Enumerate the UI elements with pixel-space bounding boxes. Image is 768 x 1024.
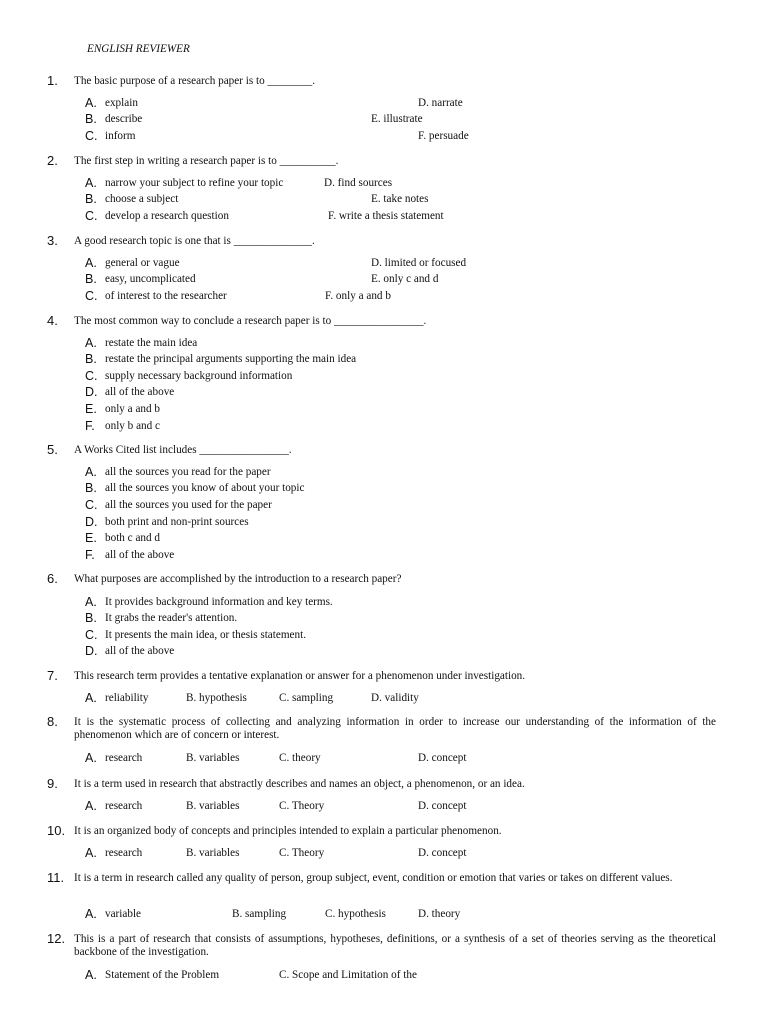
choice-text: explain xyxy=(105,97,138,109)
choice-letter: F. xyxy=(85,419,95,433)
question-stem: A good research topic is one that is ______________. xyxy=(74,235,315,247)
choice-text: both print and non-print sources xyxy=(105,516,249,528)
choice-text: D. concept xyxy=(418,800,467,812)
choice-text: develop a research question xyxy=(105,210,229,222)
choice-text: all the sources you used for the paper xyxy=(105,499,272,511)
choice-letter: C. xyxy=(85,129,98,143)
question-stem: This research term provides a tentative explanation or answer for a phenomenon under investigation. xyxy=(74,670,526,682)
choice-letter: B. xyxy=(85,272,97,286)
choice-letter: A. xyxy=(85,96,97,110)
choice-text: only b and c xyxy=(105,420,160,432)
choice-letter: A. xyxy=(85,968,97,982)
question-stem: The basic purpose of a research paper is to ________. xyxy=(74,75,316,87)
choice-letter: B. xyxy=(85,112,97,126)
choice-letter: C. xyxy=(85,289,98,303)
choice-text: supply necessary background information xyxy=(105,370,293,382)
choice-text: It grabs the reader's attention. xyxy=(105,612,238,624)
choice-text: narrow your subject to refine your topic xyxy=(105,177,284,189)
choice-text: D. narrate xyxy=(418,97,463,109)
choice-text: F. only a and b xyxy=(325,290,391,302)
choice-letter: C. xyxy=(85,498,98,512)
choice-text: B. sampling xyxy=(232,908,287,920)
choice-text: B. variables xyxy=(186,847,240,859)
choice-text: D. limited or focused xyxy=(371,257,467,269)
choice-text: restate the principal arguments supporting the main idea xyxy=(105,353,357,365)
question-number: 12. xyxy=(47,931,66,946)
question-number: 8. xyxy=(47,714,58,729)
choice-letter: C. xyxy=(85,628,98,642)
choice-text: all of the above xyxy=(105,645,175,657)
choice-text: of interest to the researcher xyxy=(105,290,227,302)
choice-text: B. variables xyxy=(186,800,240,812)
choice-text: C. Scope and Limitation of the xyxy=(279,969,417,981)
choice-letter: E. xyxy=(85,531,97,545)
choice-text: B. hypothesis xyxy=(186,692,247,704)
question-number: 1. xyxy=(47,73,58,88)
choice-letter: C. xyxy=(85,369,98,383)
choice-text: research xyxy=(105,847,143,859)
choice-text: general or vague xyxy=(105,257,180,269)
choice-text: describe xyxy=(105,113,143,125)
question-stem: It is an organized body of concepts and principles intended to explain a particular phenomenon. xyxy=(74,825,502,837)
choice-letter: E. xyxy=(85,402,97,416)
choice-letter: D. xyxy=(85,385,98,399)
question-stem: It is a term used in research that abstractly describes and names an object, a phenomenon, or an idea. xyxy=(74,778,525,790)
choice-text: inform xyxy=(105,130,136,142)
question-number: 7. xyxy=(47,668,58,683)
choice-text: It provides background information and key terms. xyxy=(105,596,333,608)
choice-text: E. take notes xyxy=(371,193,429,205)
question-number: 3. xyxy=(47,233,58,248)
choice-text: C. theory xyxy=(279,752,321,764)
choice-letter: A. xyxy=(85,256,97,270)
question-stem: This is a part of research that consists of assumptions, hypotheses, definitions, or a synthesis of a set of theories serving as the theoretical backbone of the investigation. xyxy=(74,933,716,958)
choice-letter: A. xyxy=(85,799,97,813)
choice-letter: F. xyxy=(85,548,95,562)
choice-letter: A. xyxy=(85,465,97,479)
choice-text: C. sampling xyxy=(279,692,334,704)
choice-letter: A. xyxy=(85,846,97,860)
choice-text: D. find sources xyxy=(324,177,393,189)
question-number: 6. xyxy=(47,571,58,586)
question-stem: The most common way to conclude a research paper is to ________________. xyxy=(74,315,427,327)
choice-letter: A. xyxy=(85,595,97,609)
question-number: 9. xyxy=(47,776,58,791)
choice-text: all of the above xyxy=(105,549,175,561)
choice-letter: B. xyxy=(85,352,97,366)
choice-letter: A. xyxy=(85,691,97,705)
choice-text: all the sources you read for the paper xyxy=(105,466,271,478)
question-number: 2. xyxy=(47,153,58,168)
question-stem: It is the systematic process of collecting and analyzing information in order to increase our understanding of the information of the phenomenon which are of concern or interest. xyxy=(74,716,716,741)
choice-text: F. write a thesis statement xyxy=(328,210,444,222)
choice-letter: A. xyxy=(85,751,97,765)
choice-text: all the sources you know of about your topic xyxy=(105,482,305,494)
choice-letter: D. xyxy=(85,515,98,529)
choice-letter: A. xyxy=(85,336,97,350)
question-stem: It is a term in research called any quality of person, group subject, event, condition or emotion that varies or takes on different values. xyxy=(74,872,673,884)
choice-text: D. concept xyxy=(418,752,467,764)
choice-letter: B. xyxy=(85,192,97,206)
choice-text: E. only c and d xyxy=(371,273,439,285)
choice-text: E. illustrate xyxy=(371,113,423,125)
question-number: 5. xyxy=(47,442,58,457)
choice-text: D. validity xyxy=(371,692,419,704)
question-stem: What purposes are accomplished by the introduction to a research paper? xyxy=(74,573,402,585)
question-number: 10. xyxy=(47,823,66,838)
choice-text: all of the above xyxy=(105,386,175,398)
choice-text: research xyxy=(105,752,143,764)
choice-letter: A. xyxy=(85,176,97,190)
question-stem: A Works Cited list includes ________________. xyxy=(74,444,292,456)
choice-text: restate the main idea xyxy=(105,337,198,349)
choice-text: only a and b xyxy=(105,403,160,415)
choice-text: C. hypothesis xyxy=(325,908,386,920)
choice-text: D. theory xyxy=(418,908,461,920)
choice-text: D. concept xyxy=(418,847,467,859)
choice-text: F. persuade xyxy=(418,130,469,142)
choice-letter: B. xyxy=(85,481,97,495)
choice-letter: A. xyxy=(85,907,97,921)
choice-text: It presents the main idea, or thesis statement. xyxy=(105,629,307,641)
choice-text: Statement of the Problem xyxy=(105,969,220,981)
choice-text: C. Theory xyxy=(279,800,325,812)
choice-letter: D. xyxy=(85,644,98,658)
choice-text: variable xyxy=(105,908,142,920)
choice-letter: B. xyxy=(85,611,97,625)
choice-text: easy, uncomplicated xyxy=(105,273,196,285)
document-title: ENGLISH REVIEWER xyxy=(87,43,190,55)
choice-letter: C. xyxy=(85,209,98,223)
question-number: 11. xyxy=(47,870,65,885)
choice-text: C. Theory xyxy=(279,847,325,859)
question-number: 4. xyxy=(47,313,58,328)
choice-text: research xyxy=(105,800,143,812)
choice-text: reliability xyxy=(105,692,149,704)
choice-text: both c and d xyxy=(105,532,160,544)
choice-text: choose a subject xyxy=(105,193,179,205)
choice-text: B. variables xyxy=(186,752,240,764)
question-stem: The first step in writing a research paper is to __________. xyxy=(74,155,339,167)
